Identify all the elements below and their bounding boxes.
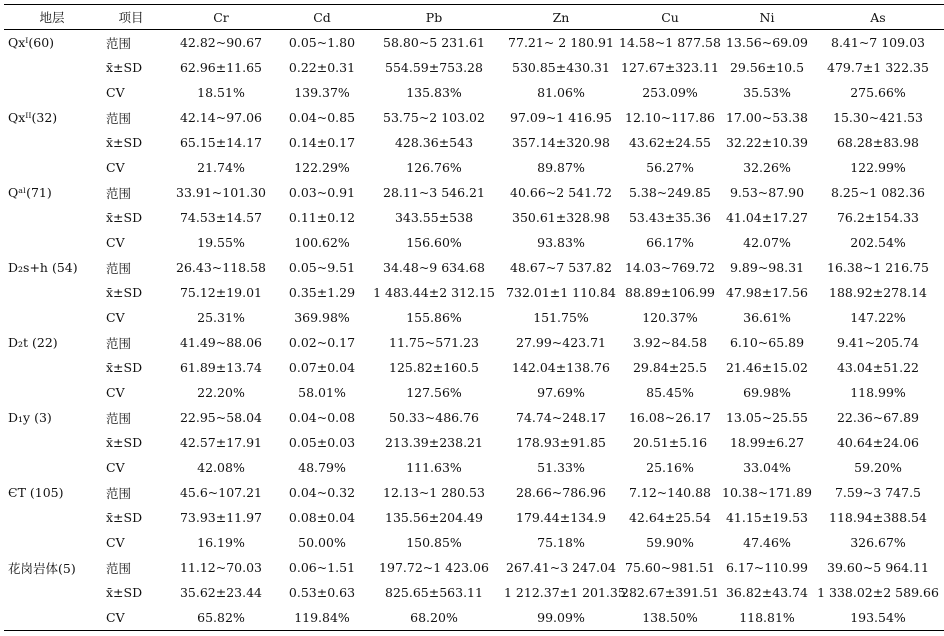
- value-cell: 151.75%: [533, 310, 589, 325]
- value-cell: 27.99~423.71: [516, 335, 606, 350]
- value-cell: 18.51%: [197, 85, 245, 100]
- table-row: [4, 155, 944, 180]
- value-cell: 32.22±10.39: [725, 135, 809, 150]
- value-cell: 42.82~90.67: [179, 35, 263, 50]
- value-cell: 142.04±138.76: [512, 360, 610, 375]
- value-cell: 43.62±24.55: [628, 135, 712, 150]
- value-cell: 530.85±430.31: [512, 60, 610, 75]
- layer-cell: [4, 580, 100, 605]
- value-cell: 35.62±23.44: [179, 585, 263, 600]
- value-cell: 11.12~70.03: [179, 560, 263, 575]
- value-cell: 58.01%: [298, 385, 346, 400]
- value-cell: 74.53±14.57: [179, 210, 263, 225]
- value-cell: 554.59±753.28: [385, 60, 483, 75]
- value-cell: 138.50%: [618, 605, 722, 631]
- item-cell: x̄±SD: [106, 60, 143, 75]
- table-row: [4, 355, 944, 380]
- value-cell: 118.81%: [722, 605, 812, 631]
- layer-cell: D₂t (22): [8, 335, 58, 350]
- value-cell: 202.54%: [850, 235, 906, 250]
- value-cell: 16.38~1 216.75: [827, 260, 929, 275]
- value-cell: 21.46±15.02: [725, 360, 809, 375]
- value-cell: 20.51±5.16: [632, 435, 708, 450]
- item-cell: CV: [106, 160, 125, 175]
- table-row: [4, 530, 944, 555]
- layer-cell: [4, 155, 100, 180]
- item-cell: x̄±SD: [106, 360, 143, 375]
- value-cell: 75.18%: [537, 535, 585, 550]
- table-row: [4, 330, 944, 355]
- item-cell: 范围: [106, 185, 132, 201]
- value-cell: 155.86%: [406, 310, 462, 325]
- value-cell: 12.10~117.86: [625, 110, 715, 125]
- value-cell: 74.74~248.17: [516, 410, 606, 425]
- value-cell: 47.46%: [743, 535, 791, 550]
- value-cell: 1 483.44±2 312.15: [373, 285, 495, 300]
- value-cell: 135.56±204.49: [385, 510, 483, 525]
- value-cell: 100.62%: [294, 235, 350, 250]
- value-cell: 42.07%: [743, 235, 791, 250]
- value-cell: 32.26%: [743, 160, 791, 175]
- value-cell: 22.36~67.89: [836, 410, 920, 425]
- table-body: [4, 30, 944, 631]
- layer-cell: D₁y (3): [8, 410, 52, 425]
- value-cell: 88.89±106.99: [625, 285, 715, 300]
- value-cell: 50.33~486.76: [389, 410, 479, 425]
- value-cell: 85.45%: [646, 385, 694, 400]
- value-cell: 22.95~58.04: [179, 410, 263, 425]
- table-row: [4, 305, 944, 330]
- value-cell: 28.66~786.96: [516, 485, 606, 500]
- value-cell: 188.92±278.14: [829, 285, 927, 300]
- value-cell: 5.38~249.85: [628, 185, 712, 200]
- value-cell: 0.04~0.08: [288, 410, 356, 425]
- value-cell: 0.04~0.32: [288, 485, 356, 500]
- value-cell: 65.15±14.17: [179, 135, 263, 150]
- layer-cell: D₂s+h (54): [8, 260, 78, 275]
- value-cell: 39.60~5 964.11: [827, 560, 929, 575]
- item-cell: CV: [106, 385, 125, 400]
- value-cell: 29.56±10.5: [729, 60, 805, 75]
- value-cell: 122.99%: [850, 160, 906, 175]
- layer-cell: Qxᴵ(60): [8, 35, 55, 50]
- layer-cell: 花岗岩体(5): [8, 560, 76, 576]
- value-cell: 0.06~1.51: [288, 560, 356, 575]
- value-cell: 253.09%: [642, 85, 698, 100]
- value-cell: 7.59~3 747.5: [834, 485, 922, 500]
- value-cell: 35.53%: [743, 85, 791, 100]
- value-cell: 93.83%: [537, 235, 585, 250]
- table-row: [4, 505, 944, 530]
- value-cell: 0.05±0.03: [288, 435, 356, 450]
- column-header: Cd: [280, 5, 364, 30]
- layer-cell: [4, 355, 100, 380]
- value-cell: 0.02~0.17: [288, 335, 356, 350]
- table-row: [4, 380, 944, 405]
- value-cell: 179.44±134.9: [516, 510, 606, 525]
- item-cell: x̄±SD: [106, 435, 143, 450]
- value-cell: 99.09%: [504, 605, 618, 631]
- table-row: [4, 230, 944, 255]
- statistics-table: [4, 4, 944, 631]
- item-cell: 范围: [106, 110, 132, 126]
- table-row: [4, 130, 944, 155]
- table-row: [4, 605, 944, 631]
- column-header: Zn: [504, 5, 618, 30]
- value-cell: 127.67±323.11: [621, 60, 719, 75]
- value-cell: 56.27%: [646, 160, 694, 175]
- value-cell: 9.89~98.31: [729, 260, 805, 275]
- value-cell: 89.87%: [537, 160, 585, 175]
- value-cell: 13.05~25.55: [725, 410, 809, 425]
- item-cell: 范围: [106, 35, 132, 51]
- value-cell: 53.43±35.36: [628, 210, 712, 225]
- value-cell: 8.41~7 109.03: [831, 35, 925, 50]
- value-cell: 14.58~1 877.58: [619, 35, 721, 50]
- value-cell: 6.10~65.89: [729, 335, 805, 350]
- value-cell: 479.7±1 322.35: [827, 60, 929, 75]
- value-cell: 62.96±11.65: [179, 60, 263, 75]
- value-cell: 59.90%: [646, 535, 694, 550]
- item-cell: CV: [106, 535, 125, 550]
- value-cell: 9.41~205.74: [836, 335, 920, 350]
- value-cell: 77.21~ 2 180.91: [508, 35, 614, 50]
- layer-cell: [4, 455, 100, 480]
- value-cell: 0.53±0.63: [288, 585, 356, 600]
- value-cell: 122.29%: [294, 160, 350, 175]
- value-cell: 9.53~87.90: [729, 185, 805, 200]
- item-cell: 范围: [106, 560, 132, 576]
- value-cell: 58.80~5 231.61: [383, 35, 485, 50]
- value-cell: 18.99±6.27: [729, 435, 805, 450]
- value-cell: 193.54%: [812, 605, 944, 631]
- value-cell: 11.75~571.23: [389, 335, 479, 350]
- value-cell: 178.93±91.85: [516, 435, 606, 450]
- value-cell: 16.19%: [197, 535, 245, 550]
- table-row: [4, 405, 944, 430]
- table-header: [4, 5, 944, 30]
- value-cell: 17.00~53.38: [725, 110, 809, 125]
- item-cell: x̄±SD: [106, 285, 143, 300]
- value-cell: 0.04~0.85: [288, 110, 356, 125]
- layer-cell: [4, 230, 100, 255]
- item-cell: 范围: [106, 335, 132, 351]
- value-cell: 34.48~9 634.68: [383, 260, 485, 275]
- value-cell: 126.76%: [406, 160, 462, 175]
- column-header: 地层: [4, 5, 100, 30]
- value-cell: 118.94±388.54: [829, 510, 927, 525]
- value-cell: 81.06%: [537, 85, 585, 100]
- value-cell: 275.66%: [850, 85, 906, 100]
- layer-cell: [4, 55, 100, 80]
- value-cell: 43.04±51.22: [836, 360, 920, 375]
- value-cell: 13.56~69.09: [725, 35, 809, 50]
- column-header: Ni: [722, 5, 812, 30]
- value-cell: 42.08%: [197, 460, 245, 475]
- value-cell: 7.12~140.88: [628, 485, 712, 500]
- table-row: [4, 205, 944, 230]
- layer-cell: Qᵃˡ(71): [8, 185, 52, 200]
- layer-cell: [4, 305, 100, 330]
- value-cell: 47.98±17.56: [725, 285, 809, 300]
- value-cell: 111.63%: [406, 460, 462, 475]
- value-cell: 357.14±320.98: [512, 135, 610, 150]
- value-cell: 6.17~110.99: [725, 560, 809, 575]
- layer-cell: [4, 505, 100, 530]
- value-cell: 15.30~421.53: [833, 110, 923, 125]
- value-cell: 41.15±19.53: [725, 510, 809, 525]
- layer-cell: [4, 130, 100, 155]
- column-header: Cu: [618, 5, 722, 30]
- table-row: [4, 280, 944, 305]
- layer-cell: [4, 530, 100, 555]
- value-cell: 350.61±328.98: [512, 210, 610, 225]
- value-cell: 147.22%: [850, 310, 906, 325]
- value-cell: 213.39±238.21: [385, 435, 483, 450]
- value-cell: 68.28±83.98: [836, 135, 920, 150]
- value-cell: 118.99%: [850, 385, 906, 400]
- value-cell: 69.98%: [743, 385, 791, 400]
- layer-cell: [4, 605, 100, 631]
- value-cell: 36.61%: [743, 310, 791, 325]
- value-cell: 139.37%: [294, 85, 350, 100]
- item-cell: x̄±SD: [106, 210, 143, 225]
- table-row: [4, 80, 944, 105]
- value-cell: 343.55±538: [394, 210, 474, 225]
- value-cell: 28.11~3 546.21: [383, 185, 485, 200]
- layer-cell: [4, 280, 100, 305]
- table-row: [4, 430, 944, 455]
- value-cell: 25.31%: [197, 310, 245, 325]
- value-cell: 68.20%: [364, 605, 504, 631]
- value-cell: 40.66~2 541.72: [510, 185, 612, 200]
- item-cell: CV: [106, 460, 125, 475]
- value-cell: 97.09~1 416.95: [510, 110, 612, 125]
- layer-cell: [4, 380, 100, 405]
- table-row: [4, 55, 944, 80]
- item-cell: CV: [106, 310, 125, 325]
- value-cell: 0.05~9.51: [288, 260, 356, 275]
- value-cell: 282.67±391.51: [621, 585, 719, 600]
- table-row: [4, 580, 944, 605]
- value-cell: 75.12±19.01: [179, 285, 263, 300]
- value-cell: 51.33%: [537, 460, 585, 475]
- value-cell: 19.55%: [197, 235, 245, 250]
- value-cell: 120.37%: [642, 310, 698, 325]
- layer-cell: [4, 205, 100, 230]
- value-cell: 0.35±1.29: [288, 285, 356, 300]
- value-cell: 12.13~1 280.53: [383, 485, 485, 500]
- item-cell: 范围: [106, 410, 132, 426]
- item-cell: 范围: [106, 485, 132, 501]
- value-cell: 41.04±17.27: [725, 210, 809, 225]
- table-row: [4, 455, 944, 480]
- value-cell: 48.79%: [298, 460, 346, 475]
- value-cell: 1 338.02±2 589.66: [817, 585, 939, 600]
- item-cell: x̄±SD: [106, 585, 143, 600]
- value-cell: 156.60%: [406, 235, 462, 250]
- value-cell: 732.01±1 110.84: [506, 285, 616, 300]
- value-cell: 29.84±25.5: [632, 360, 708, 375]
- value-cell: 0.03~0.91: [288, 185, 356, 200]
- value-cell: 21.74%: [197, 160, 245, 175]
- table-row: [4, 30, 944, 56]
- table-row: [4, 105, 944, 130]
- value-cell: 53.75~2 103.02: [383, 110, 485, 125]
- value-cell: 8.25~1 082.36: [831, 185, 925, 200]
- table-row: [4, 555, 944, 580]
- value-cell: 0.08±0.04: [288, 510, 356, 525]
- item-cell: CV: [106, 85, 125, 100]
- item-cell: x̄±SD: [106, 510, 143, 525]
- value-cell: 119.84%: [280, 605, 364, 631]
- table-row: [4, 480, 944, 505]
- value-cell: 135.83%: [406, 85, 462, 100]
- value-cell: 41.49~88.06: [179, 335, 263, 350]
- value-cell: 197.72~1 423.06: [379, 560, 489, 575]
- value-cell: 97.69%: [537, 385, 585, 400]
- column-header: Cr: [162, 5, 280, 30]
- value-cell: 369.98%: [294, 310, 350, 325]
- layer-cell: ЄT (105): [8, 485, 64, 500]
- value-cell: 73.93±11.97: [179, 510, 263, 525]
- value-cell: 16.08~26.17: [628, 410, 712, 425]
- value-cell: 33.04%: [743, 460, 791, 475]
- value-cell: 0.05~1.80: [288, 35, 356, 50]
- column-header: As: [812, 5, 944, 30]
- value-cell: 1 212.37±1 201.35: [504, 585, 626, 600]
- layer-cell: [4, 80, 100, 105]
- value-cell: 14.03~769.72: [625, 260, 715, 275]
- value-cell: 61.89±13.74: [179, 360, 263, 375]
- value-cell: 59.20%: [854, 460, 902, 475]
- value-cell: 0.14±0.17: [288, 135, 356, 150]
- item-cell: CV: [106, 235, 125, 250]
- value-cell: 0.11±0.12: [288, 210, 356, 225]
- value-cell: 65.82%: [162, 605, 280, 631]
- value-cell: 150.85%: [406, 535, 462, 550]
- value-cell: 0.07±0.04: [288, 360, 356, 375]
- value-cell: 25.16%: [646, 460, 694, 475]
- item-cell: 范围: [106, 260, 132, 276]
- table-row: [4, 255, 944, 280]
- value-cell: 33.91~101.30: [176, 185, 266, 200]
- value-cell: 10.38~171.89: [722, 485, 812, 500]
- value-cell: 3.92~84.58: [632, 335, 708, 350]
- value-cell: 45.6~107.21: [179, 485, 263, 500]
- value-cell: 125.82±160.5: [389, 360, 479, 375]
- layer-cell: Qxᴵᴵ(32): [8, 110, 58, 125]
- column-header: Pb: [364, 5, 504, 30]
- header-row: [4, 5, 944, 30]
- value-cell: 0.22±0.31: [288, 60, 356, 75]
- value-cell: 36.82±43.74: [725, 585, 809, 600]
- value-cell: 326.67%: [850, 535, 906, 550]
- value-cell: 75.60~981.51: [625, 560, 715, 575]
- table-row: [4, 180, 944, 205]
- value-cell: 267.41~3 247.04: [506, 560, 616, 575]
- layer-cell: [4, 430, 100, 455]
- value-cell: 825.65±563.11: [385, 585, 483, 600]
- value-cell: 22.20%: [197, 385, 245, 400]
- column-header: 项目: [100, 5, 162, 30]
- value-cell: 40.64±24.06: [836, 435, 920, 450]
- value-cell: 127.56%: [406, 385, 462, 400]
- value-cell: 42.64±25.54: [628, 510, 712, 525]
- item-cell: x̄±SD: [106, 135, 143, 150]
- item-cell: CV: [100, 605, 162, 631]
- value-cell: 48.67~7 537.82: [510, 260, 612, 275]
- value-cell: 42.14~97.06: [179, 110, 263, 125]
- value-cell: 428.36±543: [394, 135, 474, 150]
- value-cell: 50.00%: [298, 535, 346, 550]
- value-cell: 76.2±154.33: [836, 210, 920, 225]
- value-cell: 26.43~118.58: [176, 260, 266, 275]
- value-cell: 42.57±17.91: [179, 435, 263, 450]
- value-cell: 66.17%: [646, 235, 694, 250]
